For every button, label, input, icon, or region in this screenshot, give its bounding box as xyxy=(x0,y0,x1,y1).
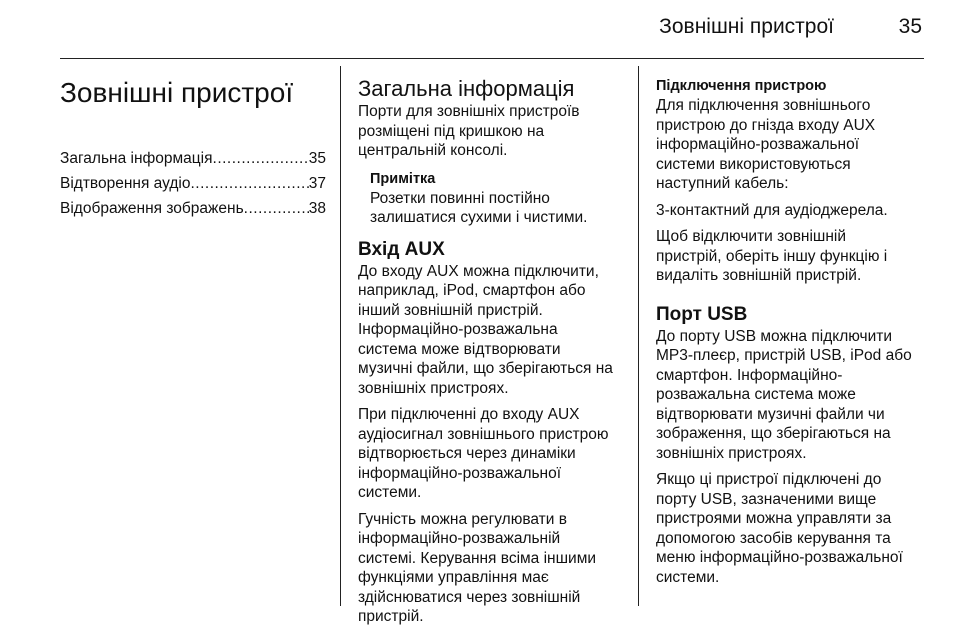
connect-paragraph-3: Щоб відключити зовнішній пристрій, оберіть іншу функцію і видаліть зовнішній пристрій. xyxy=(656,228,888,284)
column-divider-2 xyxy=(638,66,639,606)
aux-paragraph-2: При підключенні до входу AUX аудіосигнал зовнішнього пристрою відтворюється через динаміки інформаційно-розважальної системи. xyxy=(358,406,609,501)
note-box xyxy=(370,169,630,228)
toc-entry-page: 35 xyxy=(308,150,326,167)
toc-leader-dots xyxy=(244,196,309,221)
toc-entry[interactable] xyxy=(60,146,326,171)
column-connect-usb xyxy=(656,76,928,594)
section-title-general: Загальна інформація xyxy=(358,76,575,101)
toc-entry-page: 37 xyxy=(308,175,326,192)
toc-entry-label: Відтворення аудіо xyxy=(60,175,191,192)
page-number: 35 xyxy=(898,15,922,38)
toc-leader-dots xyxy=(190,171,308,196)
toc-entry-label: Відображення зображень xyxy=(60,200,244,217)
chapter-title: Зовнішні пристрої xyxy=(60,77,294,108)
header-divider xyxy=(60,58,924,59)
general-intro: Порти для зовнішніх пристроїв розміщені під кришкою на центральній консолі. xyxy=(358,103,580,159)
column-divider-1 xyxy=(340,66,341,606)
aux-paragraph-3: Гучність можна регулювати в інформаційно-розважальній системі. Керування всіма іншими функціями управління має здійснюватися через зовнішній пристрій. xyxy=(358,510,597,625)
column-general-info xyxy=(358,76,630,634)
subsection-title-connect: Підключення пристрою xyxy=(656,78,827,94)
column-toc xyxy=(60,76,326,221)
toc-entry[interactable] xyxy=(60,196,326,221)
connect-paragraph-1: Для підключення зовнішнього пристрою до гнізда входу AUX інформаційно-розважальної системи використовуються наступний кабель: xyxy=(656,97,876,192)
usb-paragraph-2: Якщо ці пристрої підключені до порту USB, зазначеними вище пристроями можна управляти за допомогою засобів керування та меню інформаційно-розважальної системи. xyxy=(656,471,903,586)
toc-entry[interactable] xyxy=(60,171,326,196)
aux-paragraph-1: До входу AUX можна підключити, наприклад, iPod, смартфон або інший зовнішній пристрій. Інформаційно-розважальна система може відтворювати музичні файли, що зберігаються на зовнішніх пристроях. xyxy=(358,262,613,397)
toc-entry-label: Загальна інформація xyxy=(60,150,213,167)
section-title-usb: Порт USB xyxy=(656,303,748,325)
connect-paragraph-2: 3-контактний для аудіоджерела. xyxy=(656,201,888,219)
running-header-title: Зовнішні пристрої xyxy=(659,15,834,38)
note-title: Примітка xyxy=(370,170,436,187)
toc-leader-dots xyxy=(213,146,309,171)
usb-paragraph-1: До порту USB можна підключити МР3-плеєр, пристрій USB, iPod або смартфон. Інформаційно- розважальна система може відтворювати музичні файли чи зображення, що зберігаються на зовнішніх пристроях. xyxy=(656,327,912,462)
toc-entry-page: 38 xyxy=(308,200,326,217)
note-text: Розетки повинні постійно залишатися сухими і чистими. xyxy=(370,189,588,226)
section-title-aux: Вхід AUX xyxy=(358,238,445,260)
